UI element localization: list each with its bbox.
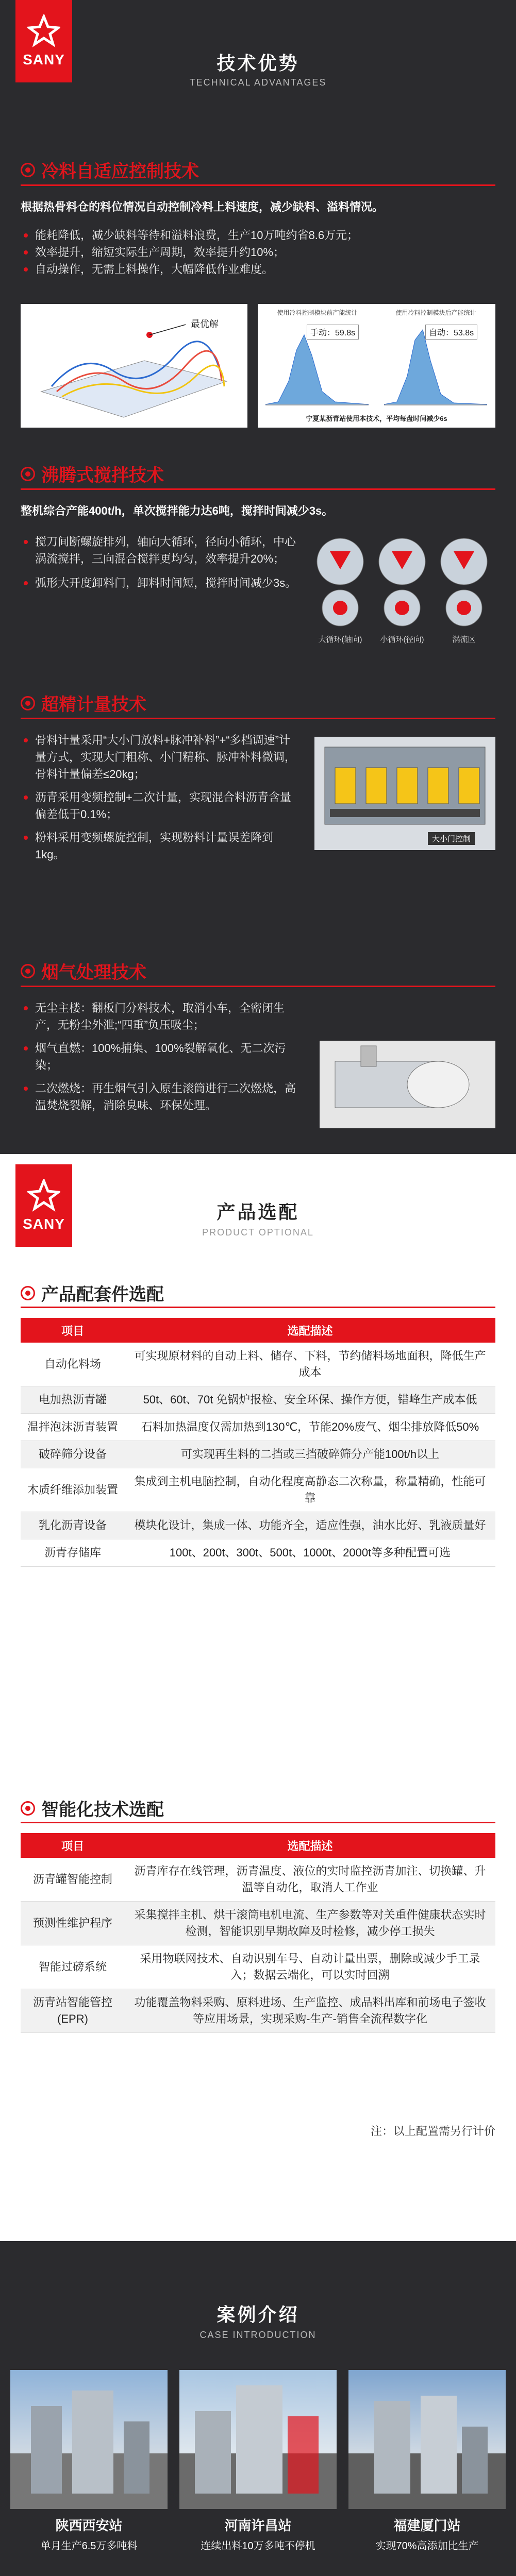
heading-dot-icon — [21, 163, 35, 177]
panel-left-value: 手动：59.8s — [307, 325, 359, 340]
panel-right-value: 自动：53.8s — [425, 325, 477, 340]
case-photo — [10, 2370, 168, 2509]
s4-heading: 烟气处理技术 — [21, 958, 146, 984]
mixer-label-0: 大循环(轴向) — [318, 635, 362, 644]
mixer-diagram — [309, 531, 495, 665]
cases-subtitle: CASE INTRODUCTION — [199, 2330, 317, 2340]
case-card — [10, 2370, 168, 2552]
panel-right-title: 使用冷料控制模块后产能统计 — [395, 309, 476, 316]
weighing-diagram — [314, 737, 495, 850]
s4-bullets — [21, 999, 299, 1114]
tech-subtitle: TECHNICAL ADVANTAGES — [189, 77, 327, 88]
s4-bullet: 二次燃烧：再生烟气引入原生滚筒进行二次燃烧，高温焚烧裂解，消除臭味、环保处理。 — [21, 1080, 299, 1114]
s3-bullet: 骨料计量采用“大小门放料+脉冲补料”+“多档调速”计量方式，实现大门粗称、小门精称、脉冲补料微调，骨料计量偏差≤20kg； — [21, 732, 299, 783]
mixer-graphic — [309, 531, 495, 629]
options-note: 注：以上配置需另行计价 — [370, 2125, 495, 2138]
chart-optimum-label: 最优解 — [191, 319, 219, 329]
table-row: 温拌泡沫沥青装置 石料加热温度仅需加热到130℃，节能20%废气、烟尘排放降低50% — [21, 1414, 495, 1441]
stats-panel — [258, 304, 495, 428]
sany-emblem-icon — [27, 14, 60, 47]
table-row: 沥青罐智能控制 沥青库存在线管理，沥青温度、液位的实时监控沥青加注、切换罐、升温等自动化，取消人工作业 — [21, 1858, 495, 1902]
t1-underline — [21, 1307, 495, 1308]
plant-graphic — [10, 2370, 168, 2509]
table-row: 自动化料场 可实现原材料的自动上料、储存、下料，节约储料场地面积，降低生产成本 — [21, 1343, 495, 1386]
table-row: 智能过磅系统 采用物联网技术、自动识别车号、自动计量出票，删除或减少手工录入；数据云端化，可以实时回溯 — [21, 1945, 495, 1989]
t2-heading: 智能化技术选配 — [21, 1795, 164, 1821]
fume-unit-graphic — [320, 1041, 495, 1128]
s2-bullet: 搅刀间断螺旋排列，轴向大循环，径向小循环，中心涡流搅拌，三向混合搅拌更均匀，效率提升20%； — [21, 533, 299, 567]
options-subtitle: PRODUCT OPTIONAL — [202, 1227, 314, 1238]
s4-bullet: 烟气直燃：100%捕集、100%裂解氧化、无二次污染； — [21, 1040, 299, 1074]
table-row: 乳化沥青设备 模块化设计，集成一体、功能齐全，适应性强，油水比好、乳液质量好 — [21, 1512, 495, 1539]
options-title: 产品选配 — [217, 1201, 299, 1223]
s2-bullets — [21, 533, 299, 591]
table-header: 项目 — [21, 1833, 125, 1858]
table-header: 选配描述 — [125, 1318, 495, 1343]
s3-bullet: 粉料采用变频螺旋控制，实现粉料计量误差降到1kg。 — [21, 829, 299, 863]
s1-heading: 冷料自适应控制技术 — [21, 157, 199, 182]
s1-intro: 根据热骨料仓的料位情况自动控制冷料上料速度，减少缺料、溢料情况。 — [21, 200, 384, 213]
heading-dot-icon — [21, 1801, 35, 1816]
case-card — [179, 2370, 337, 2552]
case-desc: 实现70%高添加比生产 — [375, 2540, 479, 2552]
mixer-label-1: 小循环(径向) — [380, 635, 424, 644]
s2-intro: 整机综合产能400t/h，单次搅拌能力达6吨，搅拌时间减少3s。 — [21, 504, 334, 517]
t1-heading: 产品配套件选配 — [21, 1280, 164, 1306]
case-desc: 连续出料10万多吨不停机 — [201, 2540, 315, 2552]
t2-underline — [21, 1822, 495, 1823]
s3-bullet: 沥青采用变频控制+二次计量，实现混合料沥青含量偏差低于0.1%； — [21, 789, 299, 823]
case-desc: 单月生产6.5万多吨料 — [40, 2540, 138, 2552]
s3-heading: 超精计量技术 — [21, 690, 146, 716]
panel-caption: 宁夏某沥青站使用本技术，平均每盘时间减少6s — [306, 415, 447, 422]
logo-text: SANY — [23, 52, 65, 67]
smart-options-table — [21, 1833, 495, 2033]
table-row: 破碎筛分设备 可实现再生料的二挡或三挡破碎筛分产能100t/h以上 — [21, 1441, 495, 1468]
panel-left-title: 使用冷料控制模块前产能统计 — [277, 309, 358, 316]
s4-underline — [21, 986, 495, 987]
case-name: 河南许昌站 — [224, 2518, 292, 2533]
s2-heading: 沸腾式搅拌技术 — [21, 461, 164, 486]
weighing-label: 大小门控制 — [428, 832, 475, 845]
case-name: 陕西西安站 — [55, 2518, 123, 2533]
surface-chart-panel — [21, 304, 247, 428]
accessory-options-table — [21, 1318, 495, 1567]
case-photo — [348, 2370, 506, 2509]
s1-bullet: 能耗降低，减少缺料等待和溢料浪费，生产10万吨约省8.6万元； — [21, 227, 495, 244]
heading-dot-icon — [21, 696, 35, 710]
table-header: 选配描述 — [125, 1833, 495, 1858]
plant-graphic — [348, 2370, 506, 2509]
cases-section — [0, 2241, 516, 2576]
fume-unit-image — [320, 1041, 495, 1128]
heading-dot-icon — [21, 467, 35, 481]
case-card — [348, 2370, 506, 2552]
mixer-label-2: 涡流区 — [452, 635, 476, 644]
options-section — [0, 1154, 516, 2241]
s3-bullets — [21, 732, 299, 863]
s1-bullet: 自动操作，无需上料操作，大幅降低作业难度。 — [21, 261, 495, 278]
table-row: 预测性维护程序 采集搅拌主机、烘干滚筒电机电流、生产参数等对关重件健康状态实时检测，智能识别早期故障及时检修，减少停工损失 — [21, 1902, 495, 1945]
case-photo — [179, 2370, 337, 2509]
tech-section — [0, 0, 516, 1154]
s3-underline — [21, 718, 495, 719]
table-row: 木质纤维添加装置 集成到主机电脑控制，自动化程度高静态二次称量，称量精确，性能可靠 — [21, 1468, 495, 1512]
heading-dot-icon — [21, 1286, 35, 1300]
table-row: 沥青站智能管控(EPR) 功能覆盖物料采购、原料进场、生产监控、成品料出库和前场电子签收等应用场景，实现采购-生产-销售全流程数字化 — [21, 1989, 495, 2033]
table-header: 项目 — [21, 1318, 125, 1343]
tech-title: 技术优势 — [217, 53, 299, 74]
s4-bullet: 无尘主楼：翻板门分料技术，取消小车，全密闭生产，无粉尘外泄;“四重”负压吸尘； — [21, 999, 299, 1033]
table-row: 沥青存储库 100t、200t、300t、500t、1000t、2000t等多种配置可选 — [21, 1539, 495, 1567]
s2-underline — [21, 488, 495, 490]
cases-title: 案例介绍 — [217, 2304, 299, 2325]
s1-bullet: 效率提升，缩短实际生产周期，效率提升约10%； — [21, 244, 495, 261]
s1-underline — [21, 184, 495, 186]
s2-bullet: 弧形大开度卸料门，卸料时间短，搅拌时间减少3s。 — [21, 574, 299, 591]
heading-dot-icon — [21, 964, 35, 978]
case-name: 福建厦门站 — [393, 2518, 461, 2533]
histogram-graphic — [258, 304, 495, 428]
logo-text: SANY — [23, 1216, 65, 1232]
table-row: 电加热沥青罐 50t、60t、70t 免锅炉报检、安全环保、操作方便，错峰生产成本低 — [21, 1386, 495, 1414]
plant-graphic — [179, 2370, 337, 2509]
s1-bullets — [21, 227, 495, 278]
